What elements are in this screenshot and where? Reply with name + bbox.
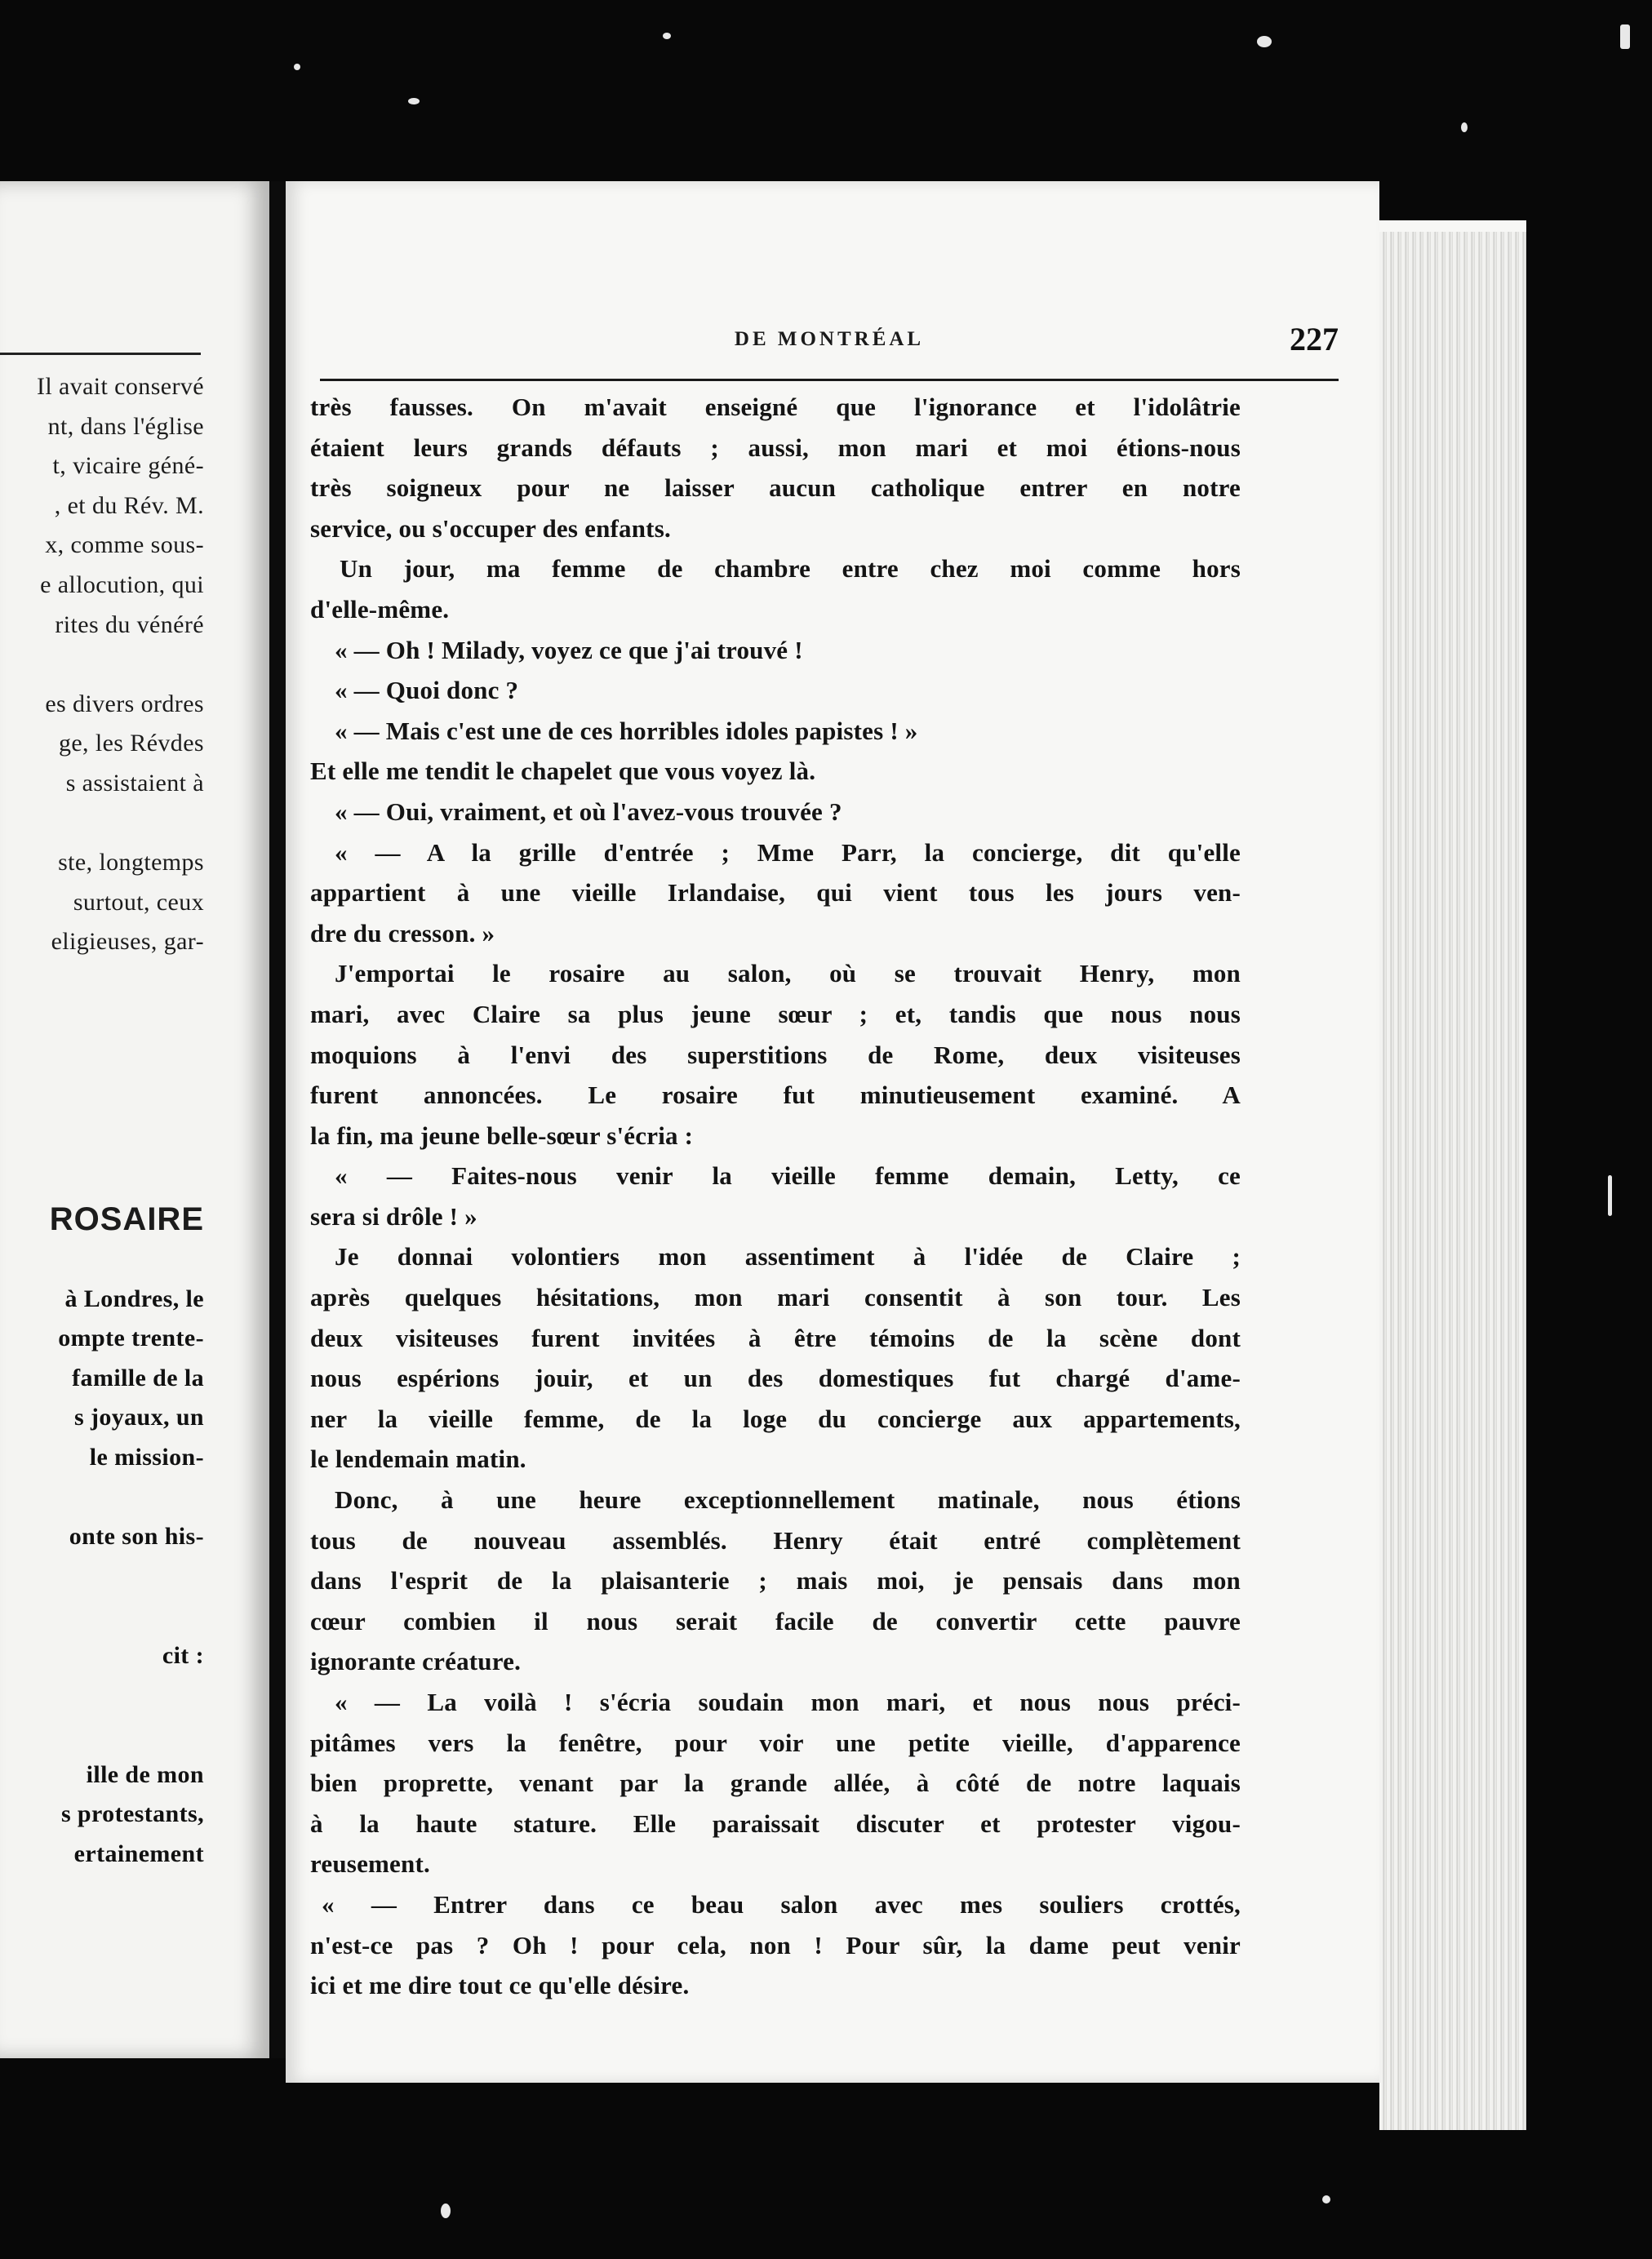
- left-line: ompte trente-: [58, 1325, 204, 1352]
- running-head: DE MONTRÉAL: [734, 328, 925, 350]
- left-line: es divers ordres: [45, 690, 204, 717]
- text-line: furent annoncées. Le rosaire fut minutieusement examiné. A: [310, 1081, 1241, 1110]
- text-line: tous de nouveau assemblés. Henry était entré complètement: [310, 1525, 1241, 1555]
- left-line: surtout, ceux: [73, 888, 204, 916]
- text-line: nous espérions jouir, et un des domestiques fut chargé d'ame-: [310, 1364, 1241, 1393]
- left-line: [0, 962, 204, 1002]
- text-line: « — Quoi donc ?: [335, 676, 519, 705]
- left-line: [0, 1478, 204, 1518]
- left-line: [0, 1081, 204, 1121]
- text-line: Je donnai volontiers mon assentiment à l'idée de Claire ;: [335, 1242, 1241, 1272]
- left-line: s assistaient à: [65, 769, 204, 797]
- left-line: le mission-: [89, 1444, 204, 1471]
- text-line: « — Faites-nous venir la vieille femme demain, Letty, ce: [335, 1161, 1241, 1191]
- text-line: très fausses. On m'avait enseigné que l'ignorance et l'idolâtrie: [310, 393, 1241, 421]
- left-line: rites du vénéré: [55, 610, 204, 638]
- left-line: [0, 804, 204, 844]
- left-line: ste, longtemps: [58, 849, 204, 877]
- text-line: étaient leurs grands défauts ; aussi, mon mari et moi étions-nous: [310, 433, 1241, 462]
- text-line: « — La voilà ! s'écria soudain mon mari, et nous nous préci-: [335, 1688, 1241, 1716]
- page-body-text: [310, 387, 1241, 2006]
- header-rule: [320, 379, 1339, 381]
- left-line: eligieuses, gar-: [51, 928, 204, 956]
- left-line: [0, 1676, 204, 1716]
- text-line: ner la vieille femme, de la loge du concierge aux appartements,: [310, 1404, 1241, 1433]
- text-line: Donc, à une heure exceptionnellement matinale, nous étions: [335, 1485, 1241, 1515]
- text-line: bien proprette, venant par la grande allée, à côté de notre laquais: [310, 1769, 1241, 1798]
- left-line: [0, 1596, 204, 1636]
- left-line: ge, les Révdes: [58, 730, 204, 757]
- text-line: ici et me dire tout ce qu'elle désire.: [310, 1971, 690, 2000]
- left-line: [0, 1557, 204, 1597]
- page-edges-top: [1379, 220, 1526, 232]
- text-line: « — A la grille d'entrée ; Mme Parr, la concierge, dit qu'elle: [335, 837, 1241, 867]
- left-line: ille de mon: [86, 1760, 204, 1788]
- text-line: à la haute stature. Elle paraissait discuter et protester vigou-: [310, 1809, 1241, 1838]
- left-line: onte son his-: [69, 1523, 204, 1551]
- left-line: [0, 1161, 204, 1201]
- text-line: « — Oui, vraiment, et où l'avez-vous trouvée ?: [335, 797, 842, 826]
- book-gutter: [269, 181, 286, 2058]
- text-line: le lendemain matin.: [310, 1445, 526, 1474]
- left-page: [0, 181, 269, 2058]
- left-line: à Londres, le: [64, 1285, 204, 1312]
- left-line: famille de la: [72, 1364, 204, 1391]
- text-line: J'emportai le rosaire au salon, où se trouvait Henry, mon: [335, 959, 1241, 988]
- text-line: après quelques hésitations, mon mari consentit à son tour. Les: [310, 1283, 1241, 1312]
- left-line: [0, 645, 204, 685]
- text-line: reusement.: [310, 1849, 430, 1879]
- text-line: n'est-ce pas ? Oh ! pour cela, non ! Pour sûr, la dame peut venir: [310, 1930, 1241, 1959]
- text-line: d'elle-même.: [310, 594, 450, 624]
- text-line: moquions à l'envi des superstitions de Rome, deux visiteuses: [310, 1040, 1241, 1069]
- page-edges: [1379, 220, 1526, 2130]
- left-line: , et du Rév. M.: [54, 491, 204, 519]
- text-line: appartient à une vieille Irlandaise, qui vient tous les jours ven-: [310, 878, 1241, 908]
- left-header-rule: [0, 353, 201, 355]
- text-line: la fin, ma jeune belle-sœur s'écria :: [310, 1121, 694, 1150]
- text-line: mari, avec Claire sa plus jeune sœur ; et, tandis que nous nous: [310, 999, 1241, 1028]
- left-line: nt, dans l'église: [47, 412, 204, 440]
- text-line: sera si drôle ! »: [310, 1201, 477, 1231]
- text-line: dre du cresson. »: [310, 918, 495, 948]
- left-line: [0, 1240, 204, 1280]
- left-line: x, comme sous-: [45, 531, 204, 559]
- right-page: [286, 181, 1379, 2083]
- left-line: e allocution, qui: [40, 570, 204, 598]
- page-number: 227: [1290, 321, 1339, 357]
- left-line: Il avait conservé: [36, 373, 204, 400]
- text-line: cœur combien il nous serait facile de convertir cette pauvre: [310, 1606, 1241, 1635]
- text-line: « — Entrer dans ce beau salon avec mes souliers crottés,: [322, 1889, 1241, 1919]
- left-line: ertainement: [73, 1840, 204, 1867]
- left-page-text: [0, 367, 204, 1875]
- left-line: s protestants,: [60, 1800, 204, 1828]
- text-line: deux visiteuses furent invitées à être témoins de la scène dont: [310, 1323, 1241, 1352]
- left-line: [0, 1121, 204, 1161]
- left-line: [0, 1715, 204, 1755]
- text-line: très soigneux pour ne laisser aucun catholique entrer en notre: [310, 473, 1241, 503]
- text-line: « — Mais c'est une de ces horribles idoles papistes ! »: [335, 716, 918, 745]
- left-line: [0, 1002, 204, 1042]
- left-line: cit :: [162, 1642, 204, 1669]
- text-line: ignorante créature.: [310, 1647, 522, 1676]
- text-line: « — Oh ! Milady, voyez ce que j'ai trouvé !: [335, 635, 803, 664]
- left-line: t, vicaire géné-: [52, 452, 204, 480]
- left-line: [0, 1041, 204, 1081]
- text-line: Et elle me tendit le chapelet que vous voyez là.: [310, 757, 816, 786]
- text-line: service, ou s'occuper des enfants.: [310, 513, 671, 543]
- page-header: [320, 320, 1339, 369]
- left-line: s joyaux, un: [73, 1404, 204, 1431]
- text-line: dans l'esprit de la plaisanterie ; mais moi, je pensais dans mon: [310, 1566, 1241, 1596]
- text-line: Un jour, ma femme de chambre entre chez moi comme hors: [340, 554, 1241, 584]
- left-section-heading: ROSAIRE: [49, 1201, 204, 1238]
- text-line: pitâmes vers la fenêtre, pour voir une petite vieille, d'apparence: [310, 1728, 1241, 1757]
